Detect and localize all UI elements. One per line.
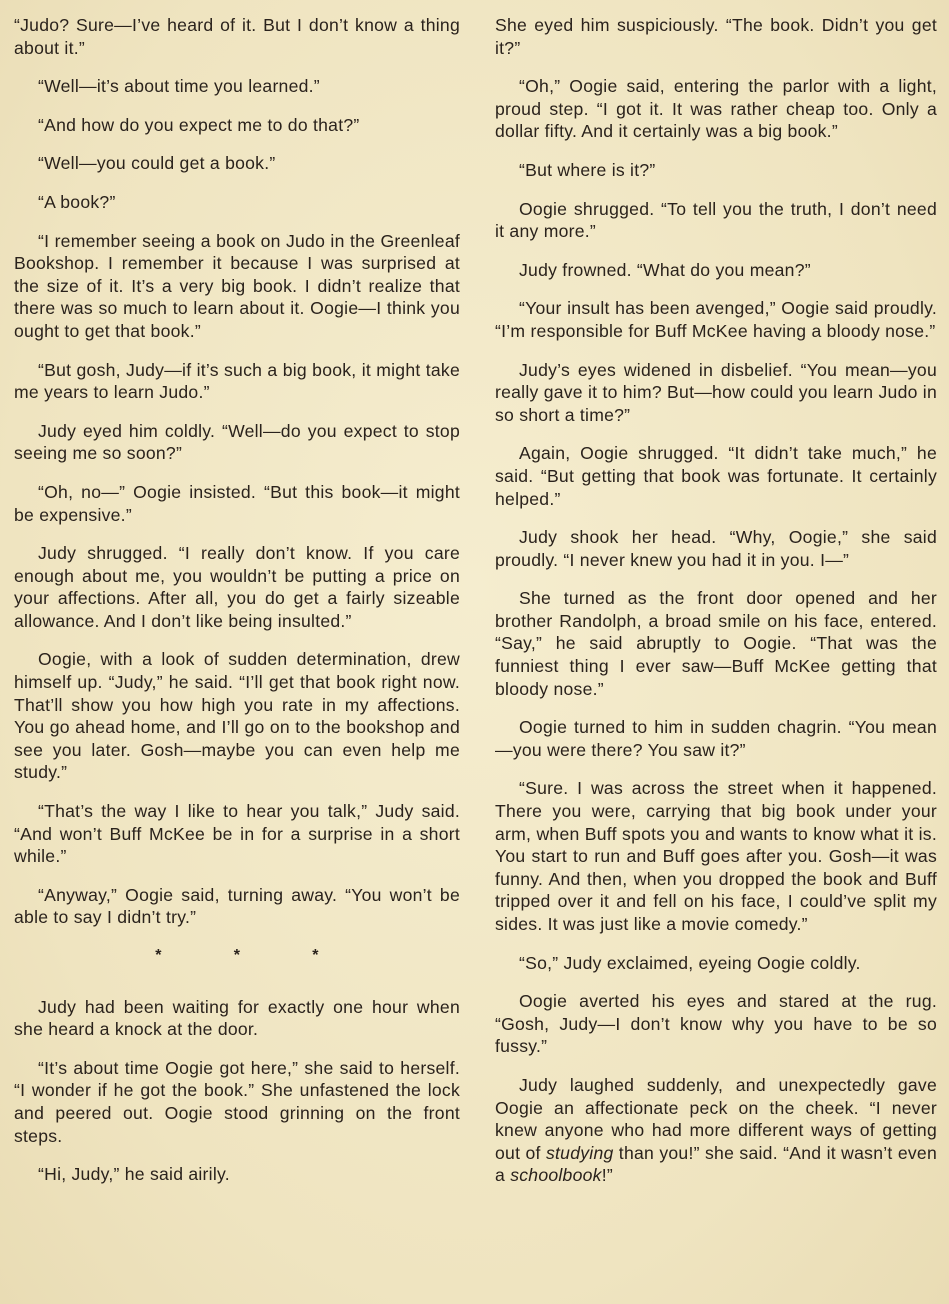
paragraph: “Anyway,” Oogie said, turning away. “You won’t be able to say I didn’t try.” [14,884,460,928]
paragraph: Judy eyed him coldly. “Well—do you expect to stop seeing me so soon?” [14,420,460,464]
paragraph: Again, Oogie shrugged. “It didn’t take much,” he said. “But getting that book was fortunate. It certainly helped.” [495,443,937,509]
paragraph: She turned as the front door opened and her brother Randolph, a broad smile on his face, entered. “Say,” he said abruptly to Oogie. “That was the funniest thing I ever saw—Buff McKee getting that bloody nose.” [495,588,937,699]
italic-word-schoolbook: schoolbook [510,1165,602,1186]
final-text-part: than you!” she said. “And it wasn’t even a [495,1142,937,1186]
final-text-part: Judy laughed suddenly, and unexpectedly gave Oogie an affectionate peck on the cheek. “I never knew anyone who had more different ways of getting out of [495,1074,937,1163]
paragraph: “It’s about time Oogie got here,” she said to herself. “I wonder if he got the book.” She unfastened the lock and peered out. Oogie stood grinning on the front steps. [14,1057,460,1146]
paragraph: Oogie shrugged. “To tell you the truth, I don’t need it any more.” [495,198,937,242]
separator-star: * [312,947,319,964]
paragraph: Judy’s eyes widened in disbelief. “You mean—you really gave it to him? But—how could you learn Judo in so short a time?” [495,359,937,425]
paragraph: “So,” Judy exclaimed, eyeing Oogie coldly. [519,952,861,973]
paragraph: “Hi, Judy,” he said airily. [38,1164,230,1185]
paragraph: “But gosh, Judy—if it’s such a big book, it might take me years to learn Judo.” [14,359,460,403]
paragraph: “And how do you expect me to do that?” [38,114,360,135]
final-text-part: !” [601,1165,613,1186]
paragraph: “That’s the way I like to hear you talk,” Judy said. “And won’t Buff McKee be in for a surprise in a short while.” [14,801,460,867]
paragraph: Judy shrugged. “I really don’t know. If you care enough about me, you wouldn’t be putting a price on your affections. After all, you do get a fairly sizeable allowance. And I don’t like being insulted.” [14,543,460,631]
paragraph: “I remember seeing a book on Judo in the Greenleaf Bookshop. I remember it because I was surprised at the size of it. It’s a very big book. I didn’t realize that there was so much to learn about it. Oogie—I think you ought to get that book.” [14,230,460,341]
final-paragraph [495,1074,937,1187]
paragraph: Judy had been waiting for exactly one hour when she heard a knock at the door. [14,996,460,1040]
paragraph: She eyed him suspiciously. “The book. Didn’t you get it?” [495,15,937,58]
paragraph: Oogie, with a look of sudden determination, drew himself up. “Judy,” he said. “I’ll get that book right now. That’ll show you how high you rate in my affections. You go ahead home, and I’ll go on to the bookshop and see you later. Gosh—maybe you can even help me study.” [14,649,460,783]
paragraph: “Well—you could get a book.” [38,153,276,174]
section-separator [14,945,460,968]
right-column [495,14,937,1203]
paragraph: “Oh,” Oogie said, entering the parlor with a light, proud step. “I got it. It was rather cheap too. Only a dollar fifty. And it certainly was a big book.” [495,76,937,142]
separator-star: * [233,947,241,964]
paragraph: “Judo? Sure—I’ve heard of it. But I don’t know a thing about it.” [14,15,460,58]
paragraph: “Your insult has been avenged,” Oogie said proudly. “I’m responsible for Buff McKee having a bloody nose.” [495,298,937,341]
paragraph: “Oh, no—” Oogie insisted. “But this book—it might be expensive.” [14,481,460,525]
separator-star: * [155,947,162,964]
paragraph: “A book?” [38,191,116,212]
paragraph: “But where is it?” [519,159,656,180]
paragraph: Judy frowned. “What do you mean?” [519,259,811,280]
italic-word-studying: studying [545,1142,614,1163]
paragraph: “Sure. I was across the street when it happened. There you were, carrying that big book under your arm, when Buff spots you and wants to know what it is. You start to run and Buff goes after you. Gosh—it was funny. And then, when you dropped the book and Buff tripped over it and fell on his face, I could’ve split my sides. It was just like a movie comedy.” [495,778,937,934]
paragraph: Judy shook her head. “Why, Oogie,” she said proudly. “I never knew you had it in you. I—” [495,527,937,570]
paragraph: Oogie turned to him in sudden chagrin. “You mean—you were there? You saw it?” [495,717,937,760]
paragraph: “Well—it’s about time you learned.” [38,76,320,97]
left-column [14,14,460,1202]
paragraph: Oogie averted his eyes and stared at the rug. “Gosh, Judy—I don’t know why you have to be so fussy.” [495,991,937,1057]
